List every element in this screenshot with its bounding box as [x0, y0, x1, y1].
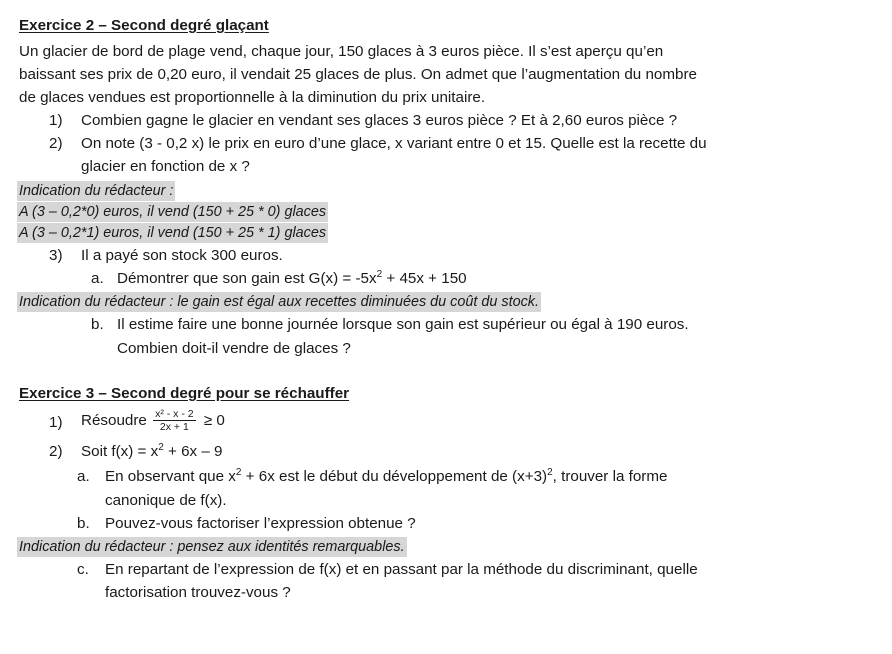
ex3-question-a-letter: a.: [77, 468, 90, 485]
exercise-2-intro-line-2: baissant ses prix de 0,20 euro, il vendait 25 glaces de plus. On admet que l’augmentation du nombre: [19, 66, 697, 83]
ex3-question-c-text-line-2: factorisation trouvez-vous ?: [105, 584, 291, 601]
ex3-question-c-text-line-1: En repartant de l’expression de f(x) et en passant par la méthode du discriminant, quelle: [105, 561, 698, 578]
ex3-question-b-letter: b.: [77, 515, 90, 532]
ex3-question-a-text-line-1: En observant que $x^2 + 6x$ est le début du développement de $(x+3)^2$, trouver la forme: [105, 466, 668, 485]
question-2-text-line-2: glacier en fonction de x ?: [81, 158, 250, 175]
ex3-question-2-number: 2): [49, 443, 63, 460]
author-hint-3: Indication du rédacteur : pensez aux identités remarquables.: [19, 539, 405, 555]
question-3a-text: Démontrer que son gain est $G(x) = -5x^2 + 45x + 150$: [117, 268, 467, 287]
ex3-question-1-text: Résoudre $\frac{\text{x² - x - 2}}{2x + 1}$ ≥ 0: [81, 408, 225, 434]
exercise-2-title: Exercice 2 – Second degré glaçant: [19, 17, 269, 34]
author-hint-1-line-1: A (3 – 0,2*0) euros, il vend (150 + 25 * 0) glaces: [19, 204, 327, 220]
ex3-question-c-letter: c.: [77, 561, 89, 578]
question-3b-text-line-2: Combien doit-il vendre de glaces ?: [117, 340, 351, 357]
question-1-text: Combien gagne le glacier en vendant ses glaces 3 euros pièce ? Et à 2,60 euros pièce ?: [81, 112, 678, 129]
question-1-number: 1): [49, 112, 63, 129]
ex3-question-2-text: Soit $f(x) = x^2 + 6x - 9$: [81, 441, 223, 460]
question-3-number: 3): [49, 247, 63, 264]
question-3a-letter: a.: [91, 270, 104, 287]
author-hint-1-line-2: A (3 – 0,2*1) euros, il vend (150 + 25 * 1) glaces: [19, 225, 327, 241]
exercise-2-intro-line-1: Un glacier de bord de plage vend, chaque jour, 150 glaces à 3 euros pièce. Il s’est aperçu qu’en: [19, 43, 664, 60]
question-2-text-line-1: On note (3 - 0,2 x) le prix en euro d’une glace, x variant entre 0 et 15. Quelle est la recette du: [81, 135, 707, 152]
ex3-question-a-text-line-2: canonique de f(x).: [105, 492, 227, 509]
exercise-2-intro-line-3: de glaces vendues est proportionnelle à la diminution du prix unitaire.: [19, 89, 486, 106]
question-3b-text-line-1: Il estime faire une bonne journée lorsque son gain est supérieur ou égal à 190 euros.: [117, 316, 689, 333]
exercise-3-title: Exercice 3 – Second degré pour se réchauffer: [19, 385, 350, 402]
rational-expression: $\frac{\text{x² - x - 2}}{2x + 1}$: [155, 408, 194, 434]
question-3b-letter: b.: [91, 316, 104, 333]
ex3-question-1-number: 1): [49, 414, 63, 431]
author-hint-1-heading: Indication du rédacteur :: [19, 183, 174, 199]
question-3-text: Il a payé son stock 300 euros.: [81, 247, 283, 264]
question-2-number: 2): [49, 135, 63, 152]
ex3-question-b-text: Pouvez-vous factoriser l’expression obtenue ?: [105, 515, 416, 532]
author-hint-2: Indication du rédacteur : le gain est égal aux recettes diminuées du coût du stock.: [19, 294, 539, 310]
